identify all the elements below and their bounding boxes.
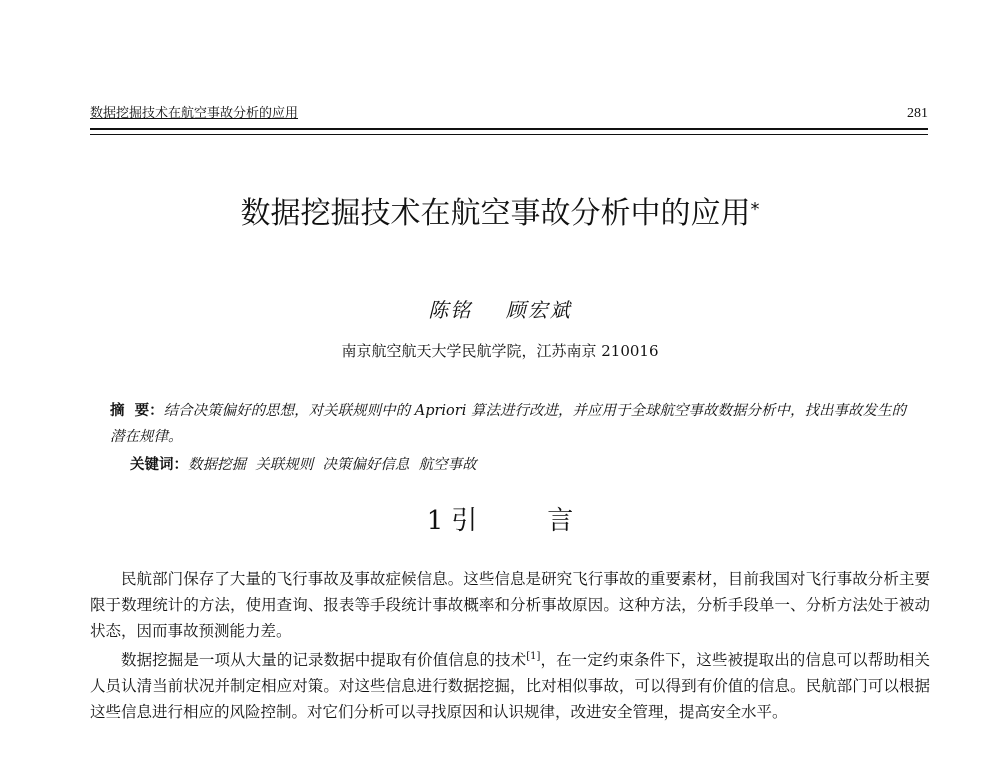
header-rule xyxy=(90,128,928,130)
body-paragraph-1: 民航部门保存了大量的飞行事故及事故症候信息。这些信息是研究飞行事故的重要素材，目前我国对飞行事故分析主要限于数理统计的方法，使用查询、报表等手段统计事故概率和分析事故原因。这种方法，分析手段单一、分析方法处于被动状态，因而事故预测能力差。 xyxy=(90,570,930,640)
paper-authors: 陈铭 顾宏斌 xyxy=(428,298,572,322)
body-paragraph-2 xyxy=(90,644,930,725)
paper-title xyxy=(0,194,1000,234)
page-number: 281 xyxy=(907,106,928,121)
section-title-part-1: 引 xyxy=(451,506,478,536)
paper-affiliation: 南京航空航天大学民航学院，江苏南京 210016 xyxy=(341,342,659,360)
section-number: 1 xyxy=(426,506,444,536)
keywords-text: 数据挖掘 关联规则 决策偏好信息 航空事故 xyxy=(188,457,477,473)
abstract xyxy=(110,398,920,450)
section-title-part-2: 言 xyxy=(547,506,574,536)
body-paragraph-2-start: 数据挖掘是一项从大量的记录数据中提取有价值信息的技术 xyxy=(121,651,527,670)
keywords xyxy=(130,452,920,478)
paper-title-text: 数据挖掘技术在航空事故分析中的应用 xyxy=(240,196,751,231)
title-footnote-mark: * xyxy=(750,199,760,220)
citation-ref: [1] xyxy=(526,651,541,662)
running-title: 数据挖掘技术在航空事故分析的应用 xyxy=(90,106,299,121)
keywords-label: 关键词： xyxy=(130,456,188,473)
abstract-label: 摘 要： xyxy=(110,402,164,419)
body-paragraph-2-end: ，在一定约束条件下，这些被提取出的信息可以帮助相关人员认清当前状况并制定相应对策。对这些信息进行数据挖掘，比对相似事故，可以得到有价值的信息。民航部门可以根据这些信息进行相应的风险控制。对它们分析可以寻找原因和认识规律，改进安全管理，提高安全水平。 xyxy=(90,651,930,722)
section-heading xyxy=(0,504,1000,538)
abstract-text: 结合决策偏好的思想，对关联规则中的 Apriori 算法进行改进，并应用于全球航空事故数据分析中，找出事故发生的潜在规律。 xyxy=(110,403,906,445)
header-rule-thin xyxy=(90,134,928,135)
body-text xyxy=(90,566,930,725)
